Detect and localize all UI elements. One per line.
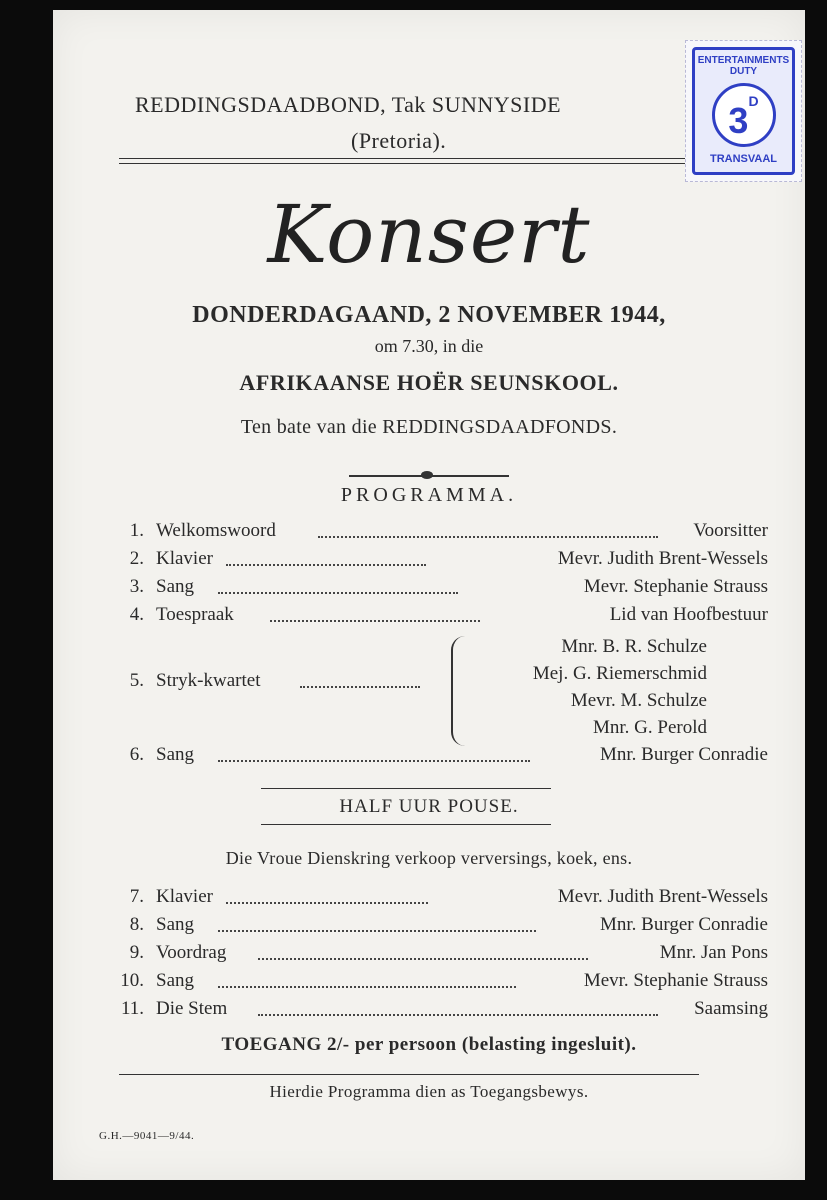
- item-title: Die Stem: [156, 998, 228, 1019]
- item-title: Welkomswoord: [156, 520, 276, 541]
- quartet-member: Mej. G. Riemerschmid: [532, 663, 707, 684]
- footer-rule: [119, 1074, 699, 1075]
- header-rule-bottom: [119, 163, 685, 164]
- event-time: om 7.30, in die: [374, 336, 484, 356]
- item-number: 2.: [129, 548, 144, 569]
- item-title: Sang: [156, 914, 194, 935]
- ornament-center: [421, 471, 433, 479]
- item-number: 10.: [120, 970, 144, 991]
- item-number: 6.: [129, 744, 144, 765]
- dot-leader: [218, 930, 536, 932]
- event-date: DONDERDAGAAND, 2 NOVEMBER 1944,: [192, 302, 666, 328]
- list-item: [108, 548, 768, 574]
- event-cause: Ten bate van die REDDINGSDAADFONDS.: [240, 416, 618, 438]
- revenue-stamp: [685, 40, 802, 182]
- item-number: 1.: [129, 520, 144, 541]
- list-item: [108, 604, 768, 630]
- dot-leader: [258, 958, 588, 960]
- stamp-bottom-text: TRANSVAAL: [709, 153, 777, 165]
- item-performer: Mevr. Judith Brent-Wessels: [557, 548, 768, 569]
- item-title: Klavier: [156, 548, 213, 569]
- dot-leader: [258, 1014, 658, 1016]
- item-title: Sang: [156, 744, 194, 765]
- interval-rule-bottom: [261, 824, 551, 825]
- programme-sheet: [53, 10, 805, 1180]
- item-number: 11.: [120, 998, 144, 1019]
- stamp-value: 3: [728, 100, 749, 141]
- list-item: [108, 942, 768, 968]
- dot-leader: [226, 902, 428, 904]
- item-performer: Saamsing: [694, 998, 768, 1019]
- ticket-note: Hierdie Programma dien as Toegangsbewys.: [269, 1082, 589, 1101]
- list-item: [108, 914, 768, 940]
- item-title: Sang: [156, 970, 194, 991]
- quartet-member: Mnr. G. Perold: [593, 717, 707, 738]
- item-number: 9.: [129, 942, 144, 963]
- list-item: [108, 998, 768, 1024]
- item-performer: Mnr. Burger Conradie: [600, 914, 768, 935]
- item-number: 3.: [129, 576, 144, 597]
- item-performer: Voorsitter: [693, 520, 768, 541]
- list-item: [108, 744, 768, 770]
- item-title: Stryk-kwartet: [156, 670, 261, 691]
- stamp-top-text: ENTERTAINMENTS DUTY: [697, 55, 790, 77]
- admission-note: TOEGANG 2/- per persoon (belasting ingesluit).: [221, 1034, 637, 1055]
- stamp-frame: [692, 47, 795, 175]
- item-performer: Mnr. Jan Pons: [659, 942, 768, 963]
- item-number: 5.: [129, 670, 144, 691]
- stamp-value-disc: [712, 83, 776, 147]
- item-performer: Lid van Hoofbestuur: [609, 604, 768, 625]
- dot-leader: [300, 686, 420, 688]
- dot-leader: [226, 564, 426, 566]
- item-number: 8.: [129, 914, 144, 935]
- item-title: Voordrag: [156, 942, 227, 963]
- list-item: [108, 520, 768, 546]
- programme-heading: PROGRAMMA.: [340, 484, 518, 506]
- item-title: Sang: [156, 576, 194, 597]
- interval-heading: HALF UUR POUSE.: [339, 796, 519, 817]
- item-performer: Mnr. Burger Conradie: [600, 744, 768, 765]
- quartet-member: Mnr. B. R. Schulze: [561, 636, 707, 657]
- list-item: [108, 970, 768, 996]
- list-item: [108, 576, 768, 602]
- organisation-name: REDDINGSDAADBOND, Tak SUNNYSIDE: [135, 92, 562, 117]
- organisation-location: (Pretoria).: [351, 128, 447, 153]
- printer-reference: G.H.—9041—9/44.: [99, 1130, 195, 1142]
- item-number: 4.: [129, 604, 144, 625]
- dot-leader: [318, 536, 658, 538]
- dot-leader: [270, 620, 480, 622]
- item-performer: Mevr. Stephanie Strauss: [583, 970, 768, 991]
- dot-leader: [218, 986, 516, 988]
- event-venue: AFRIKAANSE HOËR SEUNSKOOL.: [239, 370, 619, 395]
- refreshments-note: Die Vroue Dienskring verkoop verversings, koek, ens.: [225, 848, 633, 868]
- item-performer: Mevr. Stephanie Strauss: [583, 576, 768, 597]
- item-performer: Mevr. Judith Brent-Wessels: [557, 886, 768, 907]
- item-number: 7.: [129, 886, 144, 907]
- list-item: [108, 886, 768, 912]
- header-rule-top: [119, 158, 685, 159]
- interval-rule-top: [261, 788, 551, 789]
- dot-leader: [218, 760, 530, 762]
- stamp-unit: D: [748, 93, 759, 109]
- dot-leader: [218, 592, 458, 594]
- page-title: Konsert: [267, 188, 591, 281]
- quartet-member: Mevr. M. Schulze: [570, 690, 707, 711]
- item-title: Klavier: [156, 886, 213, 907]
- item-title: Toespraak: [156, 604, 234, 625]
